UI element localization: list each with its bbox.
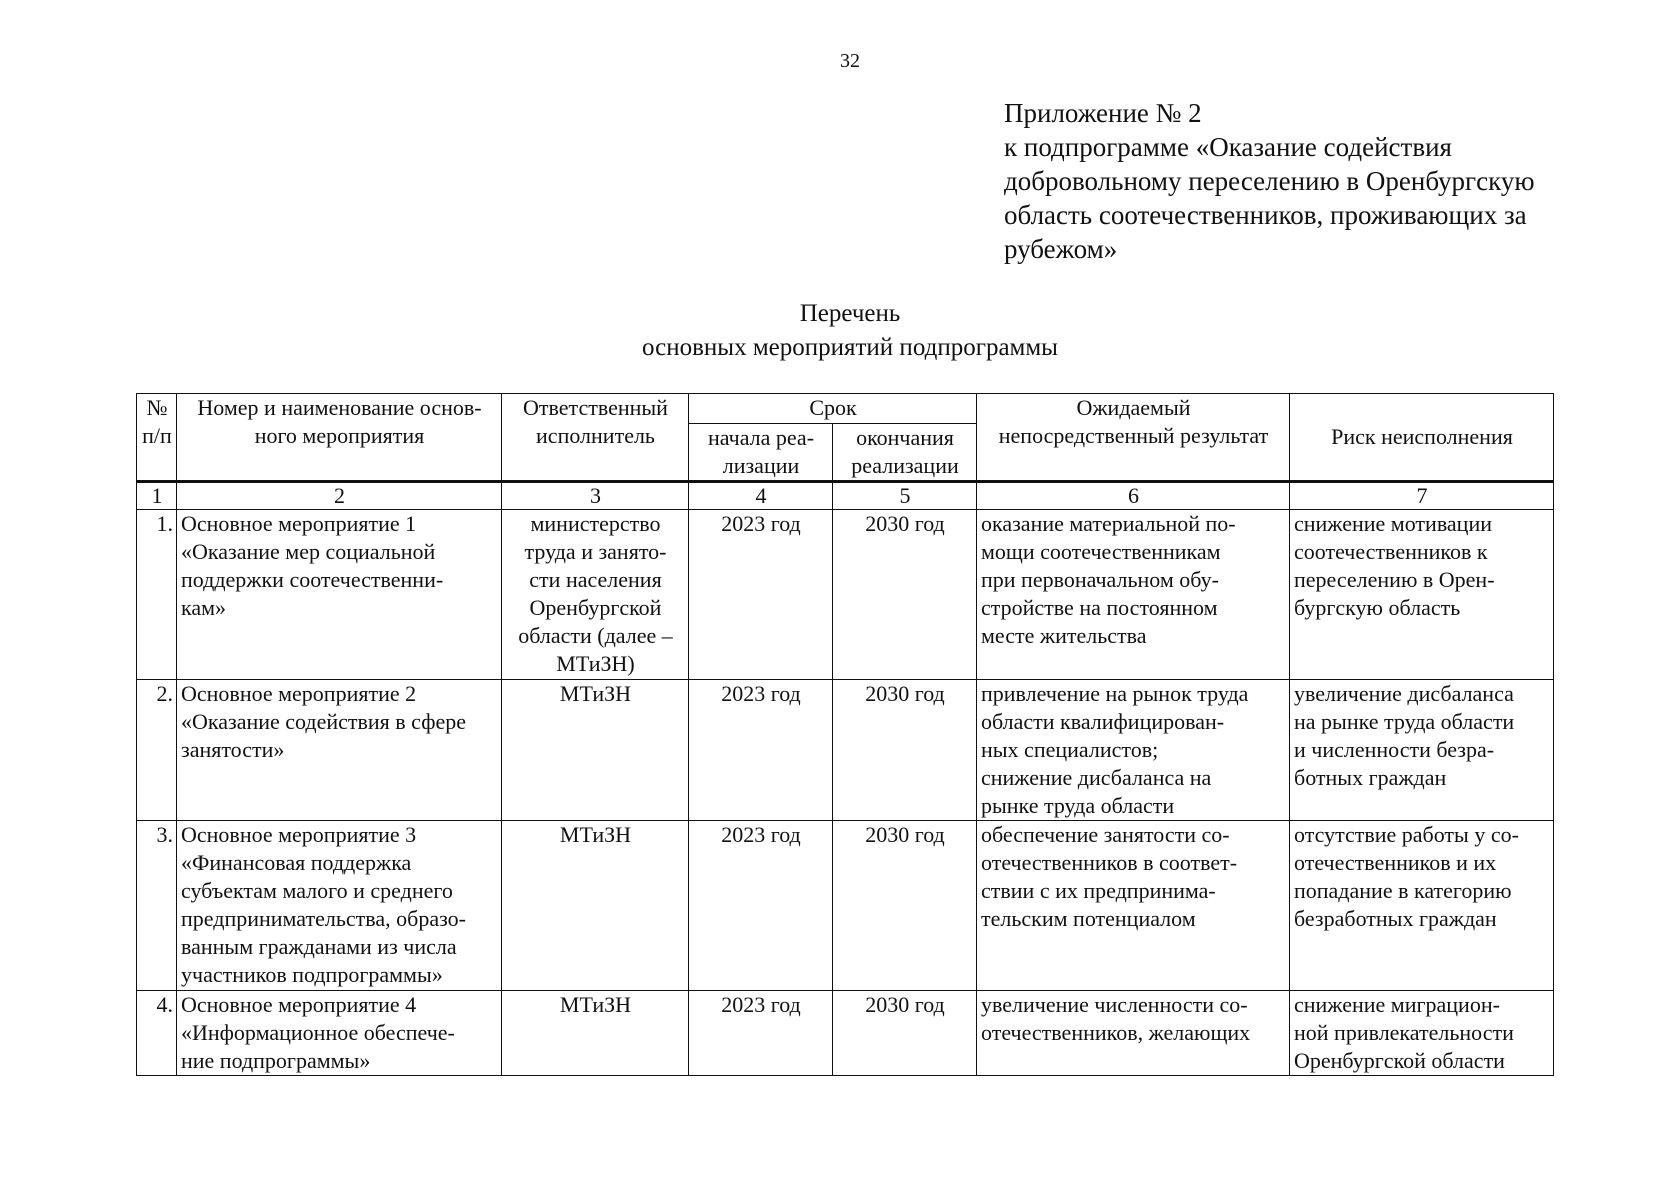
risk-line: снижение миграцион- [1294,992,1500,1017]
responsible-line: МТиЗН) [556,651,635,676]
appendix-line: рубежом» [1004,234,1118,264]
measure-name-line: предпринимательства, образо- [181,906,466,931]
risk-line: и численности безра- [1294,737,1495,762]
end-year: 2030 год [833,991,977,1076]
responsible-line: области (далее – [518,623,673,648]
end-year: 2030 год [833,680,977,821]
measure-name-line: субъектам малого и среднего [181,878,453,903]
header-name [177,394,502,482]
header-term: Срок [689,394,977,424]
header-result-line: Ожидаемый [1076,395,1191,420]
expected-result-line: мощи соотечественникам [981,539,1221,564]
header-name-line: Номер и наименование основ- [197,395,482,420]
risk-line: соотечественников к [1294,539,1488,564]
responsible [502,991,689,1076]
measure-name-line: ние подпрограммы» [181,1048,371,1073]
responsible-line: МТиЗН [559,822,632,847]
responsible [502,680,689,821]
measure-name-line: участников подпрограммы» [181,962,443,987]
header-start-line: лизации [722,453,800,478]
expected-result-line: рынке труда области [981,793,1175,818]
page-number: 32 [840,50,860,72]
expected-result [977,510,1290,680]
row-number: 1. [137,510,177,680]
risk-line: бургскую область [1294,595,1461,620]
column-number: 6 [977,482,1290,510]
header-responsible-line: исполнитель [536,423,655,448]
measure-name-line: «Оказание содействия в сфере [181,709,467,734]
column-number: 5 [833,482,977,510]
header-start [689,424,833,482]
appendix-line: Приложение № 2 [1004,98,1202,128]
header-start-line: начала реа- [707,425,815,450]
measure-name-line: Основное мероприятие 4 [181,992,417,1017]
expected-result-line: снижение дисбаланса на [981,765,1212,790]
expected-result [977,680,1290,821]
measure-name-line: поддержки соотечественни- [181,567,444,592]
risk-line: безработных граждан [1294,906,1497,931]
risk-line: увеличение дисбаланса [1294,681,1514,706]
title-line-1: Перечень [799,300,901,327]
expected-result-line: обеспечение занятости со- [981,822,1230,847]
header-end-line: окончания [856,425,954,450]
risk [1290,510,1554,680]
measure-name-line: «Информационное обеспече- [181,1020,455,1045]
expected-result-line: увеличение численности со- [981,992,1248,1017]
responsible [502,510,689,680]
risk [1290,680,1554,821]
header-result [977,394,1290,482]
appendix-note [1004,96,1624,266]
expected-result-line: ствии с их предпринима- [981,878,1216,903]
header-num-line: № [146,395,168,420]
expected-result-line: отечественников в соответ- [981,850,1238,875]
risk [1290,821,1554,991]
measure-name-line: «Финансовая поддержка [181,850,412,875]
expected-result [977,991,1290,1076]
column-number: 2 [177,482,502,510]
measure-name-line: Основное мероприятие 3 [181,822,417,847]
responsible-line: сти населения [529,567,662,592]
expected-result-line: при первоначальном обу- [981,567,1219,592]
risk-line: на рынке труда области [1294,709,1515,734]
header-num-line: п/п [142,423,172,448]
header-num [137,394,177,482]
responsible-line: МТиЗН [559,681,632,706]
column-number: 4 [689,482,833,510]
appendix-line: к подпрограмме «Оказание содействия [1004,132,1452,162]
header-end [833,424,977,482]
header-name-line: ного мероприятия [254,423,425,448]
measure-name-line: занятости» [181,737,285,762]
risk-line: Оренбургской области [1294,1048,1505,1073]
column-numbers-row [137,482,1554,510]
row-number: 4. [137,991,177,1076]
expected-result-line: месте жительства [981,623,1147,648]
responsible-line: труда и занято- [524,539,667,564]
header-responsible [502,394,689,482]
expected-result-line: области квалифицирован- [981,709,1225,734]
responsible-line: министерство [530,511,661,536]
expected-result-line: оказание материальной по- [981,511,1236,536]
measure-name-line: кам» [181,595,227,620]
risk-line: отсутствие работы у со- [1294,822,1519,847]
table-row [137,821,1554,991]
measure-name-line: «Оказание мер социальной [181,539,436,564]
start-year: 2023 год [689,991,833,1076]
risk-line: переселению в Орен- [1294,567,1495,592]
table-row [137,510,1554,680]
measure-name-line: Основное мероприятие 1 [181,511,417,536]
end-year: 2030 год [833,510,977,680]
measure-name [177,821,502,991]
risk-line: попадание в категорию [1294,878,1512,903]
measure-name-line: ванным гражданами из числа [181,934,457,959]
expected-result-line: тельским потенциалом [981,906,1196,931]
responsible-line: МТиЗН [559,992,632,1017]
risk-line: отечественников и их [1294,850,1497,875]
column-number: 1 [137,482,177,510]
measure-name-line: Основное мероприятие 2 [181,681,417,706]
header-end-line: реализации [851,453,959,478]
appendix-line: добровольному переселению в Оренбургскую [1004,166,1535,196]
row-number: 2. [137,680,177,821]
table-row [137,680,1554,821]
header-result-line: непосредственный результат [998,423,1269,448]
risk-line: ботных граждан [1294,765,1447,790]
measure-name [177,510,502,680]
header-risk: Риск неисполнения [1290,394,1554,482]
start-year: 2023 год [689,821,833,991]
expected-result-line: отечественников, желающих [981,1020,1251,1045]
title-line-2: основных мероприятий подпрограммы [642,334,1058,361]
measure-name [177,680,502,821]
column-number: 7 [1290,482,1554,510]
responsible-line: Оренбургской [529,595,662,620]
expected-result-line: привлечение на рынок труда [981,681,1249,706]
risk-line: снижение мотивации [1294,511,1492,536]
expected-result [977,821,1290,991]
column-number: 3 [502,482,689,510]
end-year: 2030 год [833,821,977,991]
expected-result-line: ных специалистов; [981,737,1159,762]
appendix-line: область соотечественников, проживающих за [1004,200,1527,230]
start-year: 2023 год [689,680,833,821]
risk-line: ной привлекательности [1294,1020,1514,1045]
table-row [137,991,1554,1076]
responsible [502,821,689,991]
row-number: 3. [137,821,177,991]
measures-table [136,393,1554,1076]
expected-result-line: стройстве на постоянном [981,595,1218,620]
risk [1290,991,1554,1076]
start-year: 2023 год [689,510,833,680]
measure-name [177,991,502,1076]
document-title [0,297,1654,365]
header-row-1 [137,394,1554,424]
header-responsible-line: Ответственный [523,395,668,420]
